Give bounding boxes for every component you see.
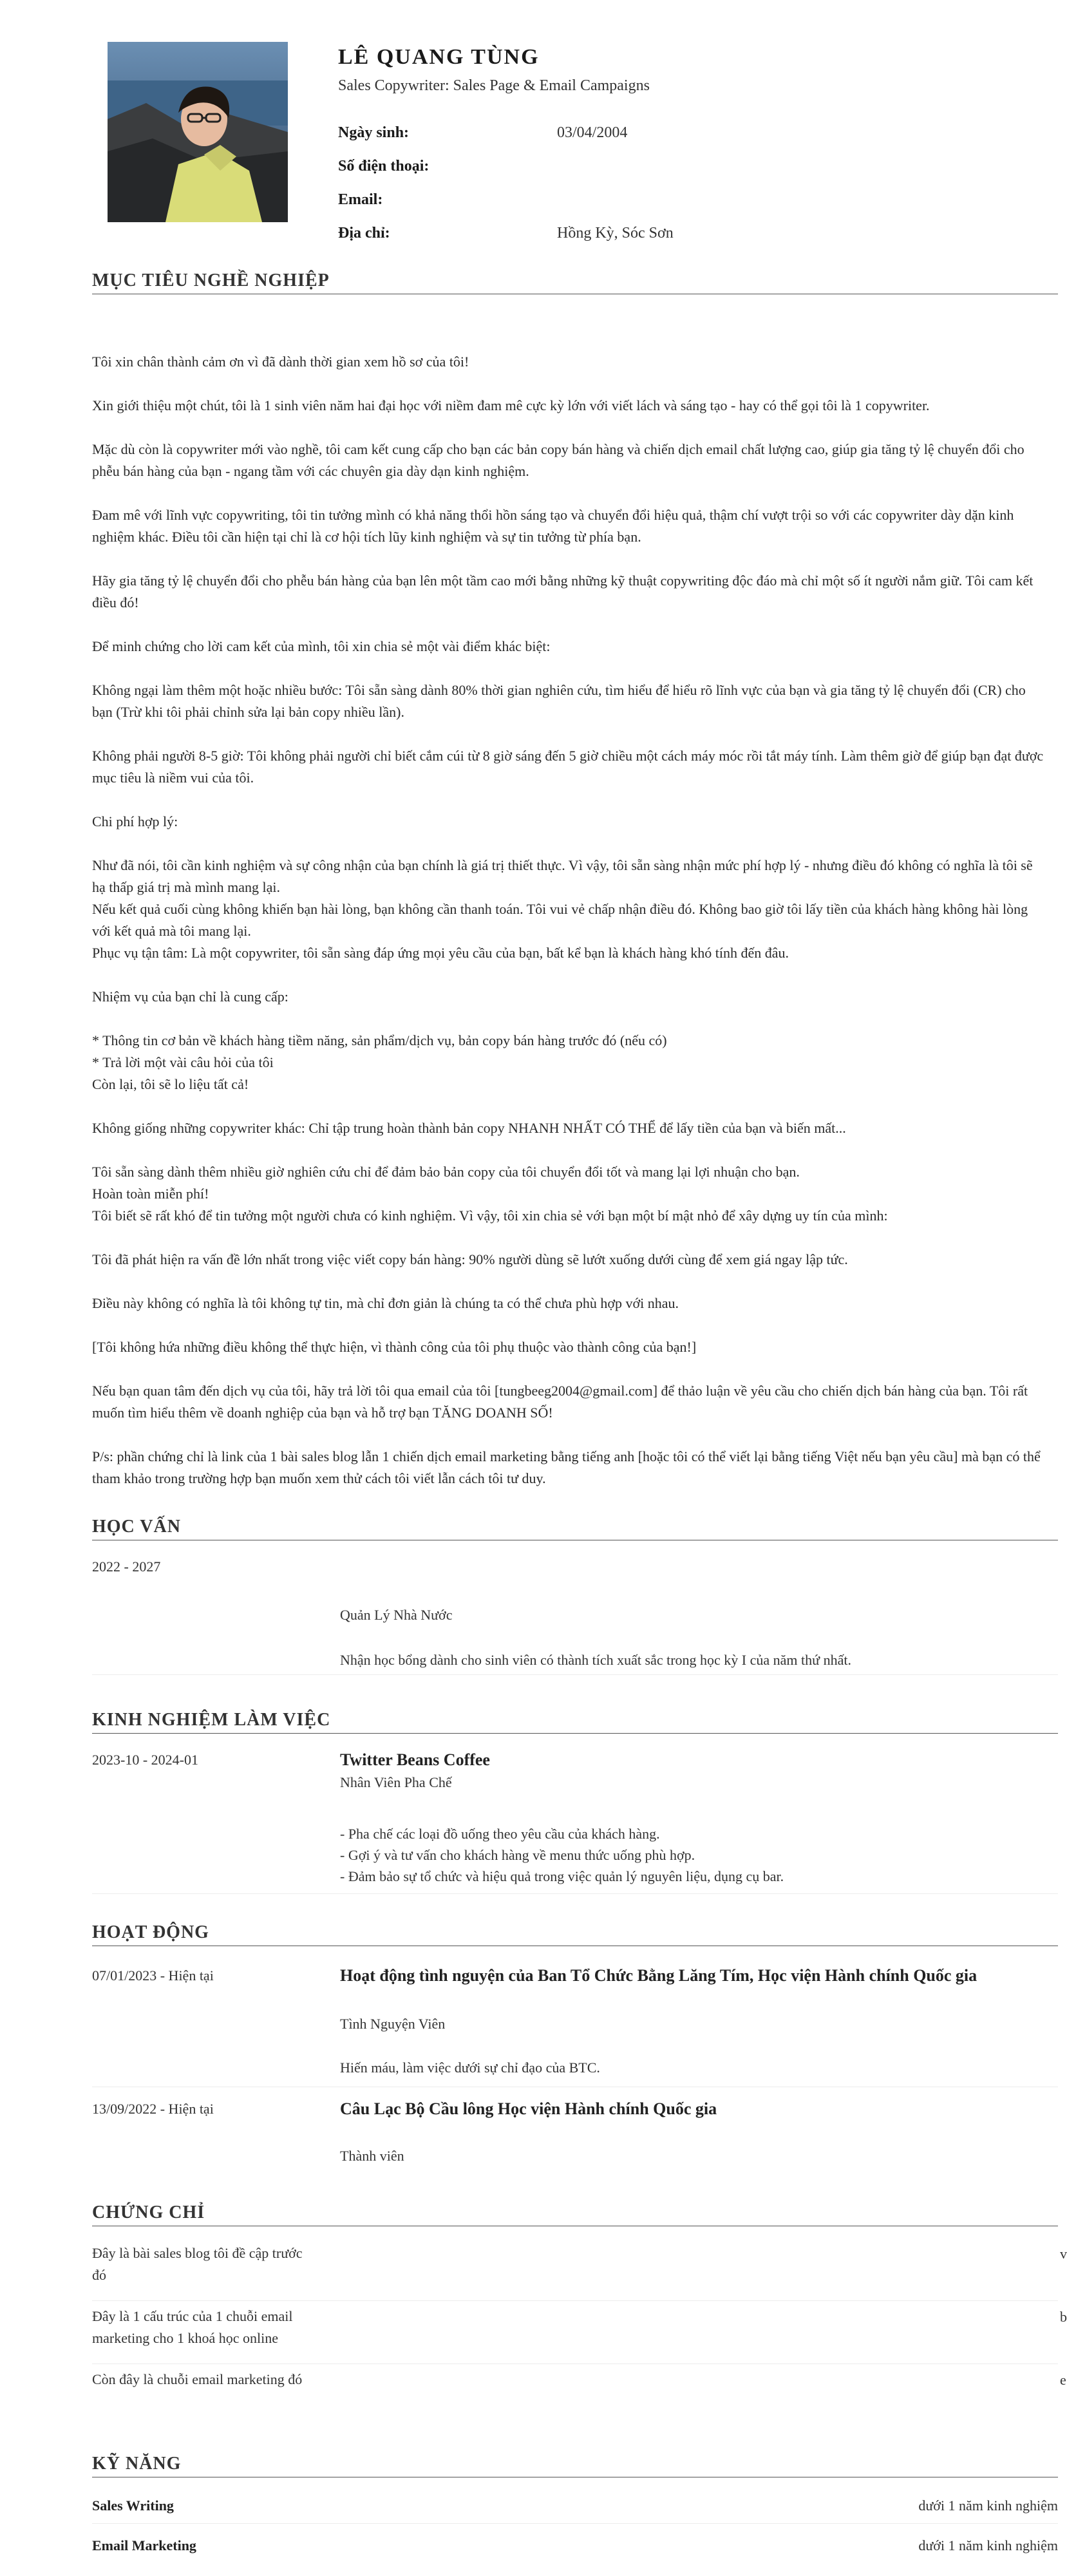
objective-paragraph: Không giống những copywriter khác: Chỉ tập trung hoàn thành bản copy NHANH NHẤT CÓ THỂ để lấy tiền của bạn và biến mất... <box>92 1120 846 1136</box>
info-row-phone <box>338 158 789 178</box>
activity-role: Tình Nguyện Viên <box>340 2016 446 2032</box>
section-title-activities: HOẠT ĐỘNG <box>92 1922 1058 1946</box>
certificate-link-edge[interactable]: v <box>1060 2246 1067 2262</box>
profile-photo <box>108 42 288 222</box>
activity-period: 07/01/2023 - Hiện tại <box>92 1967 214 1984</box>
education-period: 2022 - 2027 <box>92 1558 161 1575</box>
objective-paragraph: Không ngại làm thêm một hoặc nhiều bước: Tôi sẵn sàng dành 80% thời gian nghiên cứu, tìm hiểu để hiểu rõ lĩnh vực của bạn và gia tăng tỷ lệ chuyển đổi (CR) cho bạn (Trừ khi tôi phải chỉnh sửa lại bản copy nhiều lần). <box>92 682 1026 720</box>
certificate-item[interactable]: Đây là 1 cấu trúc của 1 chuỗi email marketing cho 1 khoá học online <box>92 2308 293 2346</box>
objective-paragraph: Hãy gia tăng tỷ lệ chuyển đổi cho phễu bán hàng của bạn lên một tầm cao mới bằng những kỹ thuật copywriting độc đáo mà chỉ một số ít người nắm giữ. Tôi cam kết điều đó! <box>92 573 1034 611</box>
candidate-name: LÊ QUANG TÙNG <box>338 45 540 69</box>
activity-title: Hoạt động tình nguyện của Ban Tổ Chức Bằng Lăng Tím, Học viện Hành chính Quốc gia <box>340 1966 977 1985</box>
info-label: Email: <box>338 191 383 208</box>
experience-duty: - Gợi ý và tư vấn cho khách hàng về menu thức uống phù hợp. <box>340 1847 695 1863</box>
info-row-email <box>338 191 789 212</box>
info-label: Số điện thoại: <box>338 158 430 175</box>
info-row-address <box>338 225 789 245</box>
activity-title: Câu Lạc Bộ Cầu lông Học viện Hành chính Quốc gia <box>340 2099 717 2118</box>
objective-paragraph: Tôi xin chân thành cảm ơn vì đã dành thời gian xem hồ sơ của tôi! <box>92 354 469 370</box>
info-label: Ngày sinh: <box>338 124 410 141</box>
info-value: Hồng Kỳ, Sóc Sơn <box>557 225 674 242</box>
objective-paragraph: Tôi sẵn sàng dành thêm nhiều giờ nghiên cứu chỉ để đảm bảo bản copy của tôi chuyển đổi tốt và mang lại lợi nhuận cho bạn. Hoàn toàn miễn phí! Tôi biết sẽ rất khó để tin tưởng một người chưa có kinh nghiệm. Vì vậy, tôi xin chia sẻ với bạn một bí mật nhỏ để xây dựng uy tín của mình: <box>92 1164 888 1224</box>
candidate-title: Sales Copywriter: Sales Page & Email Campaigns <box>338 77 650 94</box>
divider <box>92 2363 1058 2364</box>
experience-duty: - Pha chế các loại đồ uống theo yêu cầu của khách hàng. <box>340 1826 660 1842</box>
skill-name: Sales Writing <box>92 2497 174 2514</box>
objective-paragraph: Nếu bạn quan tâm đến dịch vụ của tôi, hãy trả lời tôi qua email của tôi [tungbeeg2004@gmail.com] để thảo luận về yêu cầu cho chiến dịch bán hàng của bạn. Tôi rất muốn tìm hiểu thêm về doanh nghiệp của bạn và hỗ trợ bạn TĂNG DOANH SỐ! <box>92 1383 1028 1421</box>
divider <box>92 1674 1058 1675</box>
objective-paragraph: Không phải người 8-5 giờ: Tôi không phải người chỉ biết cắm cúi từ 8 giờ sáng đến 5 giờ chiều một cách máy móc rồi tắt máy tính. Làm thêm giờ để giúp bạn đạt được mục tiêu là niềm vui của tôi. <box>92 748 1044 786</box>
section-title-objective: MỤC TIÊU NGHỀ NGHIỆP <box>92 270 1058 294</box>
certificate-item[interactable]: Còn đây là chuỗi email marketing đó <box>92 2371 303 2387</box>
objective-paragraph: Tôi đã phát hiện ra vấn đề lớn nhất trong việc viết copy bán hàng: 90% người dùng sẽ lướt xuống dưới cùng để xem giá ngay lập tức. <box>92 1251 848 1267</box>
certificate-item[interactable]: Đây là bài sales blog tôi đề cập trước đó <box>92 2245 303 2283</box>
info-value: 03/04/2004 <box>557 124 628 141</box>
info-label: Địa chỉ: <box>338 225 390 242</box>
certificate-link-edge[interactable]: e <box>1060 2372 1066 2388</box>
info-row-birthdate <box>338 124 789 145</box>
education-major: Quản Lý Nhà Nước <box>340 1607 453 1623</box>
section-title-skills: KỸ NĂNG <box>92 2454 1058 2477</box>
certificate-link-edge[interactable]: b <box>1060 2309 1067 2325</box>
objective-paragraph: Nhiệm vụ của bạn chỉ là cung cấp: <box>92 989 288 1005</box>
section-title-certificates: CHỨNG CHỈ <box>92 2202 1058 2226</box>
section-title-education: HỌC VẤN <box>92 1517 1058 1540</box>
objective-paragraph: [Tôi không hứa những điều không thể thực hiện, vì thành công của tôi phụ thuộc vào thành công của bạn!] <box>92 1339 697 1355</box>
divider <box>92 1893 1058 1894</box>
objective-paragraph: * Thông tin cơ bản về khách hàng tiềm năng, sản phẩm/dịch vụ, bản copy bán hàng trước đó (nếu có) * Trả lời một vài câu hỏi của tôi Còn lại, tôi sẽ lo liệu tất cả! <box>92 1032 667 1092</box>
education-note: Nhận học bổng dành cho sinh viên có thành tích xuất sắc trong học kỳ I của năm thứ nhất. <box>340 1652 851 1668</box>
skill-level: dưới 1 năm kinh nghiệm <box>918 2537 1058 2553</box>
experience-duty: - Đảm bảo sự tổ chức và hiệu quả trong việc quản lý nguyên liệu, dụng cụ bar. <box>340 1868 784 1884</box>
activity-role: Thành viên <box>340 2148 404 2164</box>
experience-role: Nhân Viên Pha Chế <box>340 1774 452 1790</box>
profile-photo-image <box>108 42 288 222</box>
objective-text <box>92 351 1045 1511</box>
objective-paragraph: Đam mê với lĩnh vực copywriting, tôi tin tưởng mình có khả năng thổi hồn sáng tạo và chuyển đổi hiệu quả, thậm chí vượt trội so với các copywriter dày dặn kinh nghiệm khác. Điều tôi cần hiện tại chỉ là cơ hội tích lũy kinh nghiệm và sự tin tưởng từ phía bạn. <box>92 507 1014 545</box>
objective-paragraph: Như đã nói, tôi cần kinh nghiệm và sự công nhận của bạn chính là giá trị thiết thực. Vì vậy, tôi sẵn sàng nhận mức phí hợp lý - nhưng điều đó không có nghĩa là tôi sẽ hạ thấp giá trị mà mình mang lại. Nếu kết quả cuối cùng không khiến bạn hài lòng, bạn không cần thanh toán. Tôi vui vẻ chấp nhận điều đó. Không bao giờ tôi lấy tiền của khách hàng không hài lòng với kết quả mà tôi mang lại. Phục vụ tận tâm: Là một copywriter, tôi sẵn sàng đáp ứng mọi yêu cầu của bạn, bất kể bạn là khách hàng khó tính đến đâu. <box>92 857 1033 961</box>
objective-paragraph: Mặc dù còn là copywriter mới vào nghề, tôi cam kết cung cấp cho bạn các bản copy bán hàng và chiến dịch email chất lượng cao, giúp gia tăng tỷ lệ chuyển đổi cho phễu bán hàng của bạn - ngang tầm với các chuyên gia dày dạn kinh nghiệm. <box>92 441 1025 479</box>
activity-period: 13/09/2022 - Hiện tại <box>92 2101 214 2117</box>
activity-desc: Hiến máu, làm việc dưới sự chỉ đạo của BTC. <box>340 2060 600 2076</box>
experience-company: Twitter Beans Coffee <box>340 1750 490 1769</box>
objective-paragraph: P/s: phần chứng chỉ là link của 1 bài sales blog lẫn 1 chiến dịch email marketing bằng tiếng anh [hoặc tôi có thể viết lại bằng tiếng Việt nếu bạn yêu cầu] mà bạn có thể tham khảo trong trường hợp bạn muốn xem thử cách tôi viết lẫn cách tôi tư duy. <box>92 1448 1041 1486</box>
divider <box>92 2523 1058 2524</box>
skill-name: Email Marketing <box>92 2537 196 2553</box>
objective-paragraph: Chi phí hợp lý: <box>92 813 178 829</box>
experience-period: 2023-10 - 2024-01 <box>92 1752 198 1768</box>
divider <box>92 2300 1058 2301</box>
section-title-experience: KINH NGHIỆM LÀM VIỆC <box>92 1710 1058 1734</box>
objective-paragraph: Xin giới thiệu một chút, tôi là 1 sinh viên năm hai đại học với niềm đam mê cực kỳ lớn với viết lách và sáng tạo - hay có thể gọi tôi là 1 copywriter. <box>92 397 930 413</box>
skill-level: dưới 1 năm kinh nghiệm <box>918 2497 1058 2514</box>
objective-paragraph: Để minh chứng cho lời cam kết của mình, tôi xin chia sẻ một vài điểm khác biệt: <box>92 638 551 654</box>
objective-paragraph: Điều này không có nghĩa là tôi không tự tin, mà chỉ đơn giản là chúng ta có thể chưa phù hợp với nhau. <box>92 1295 679 1311</box>
